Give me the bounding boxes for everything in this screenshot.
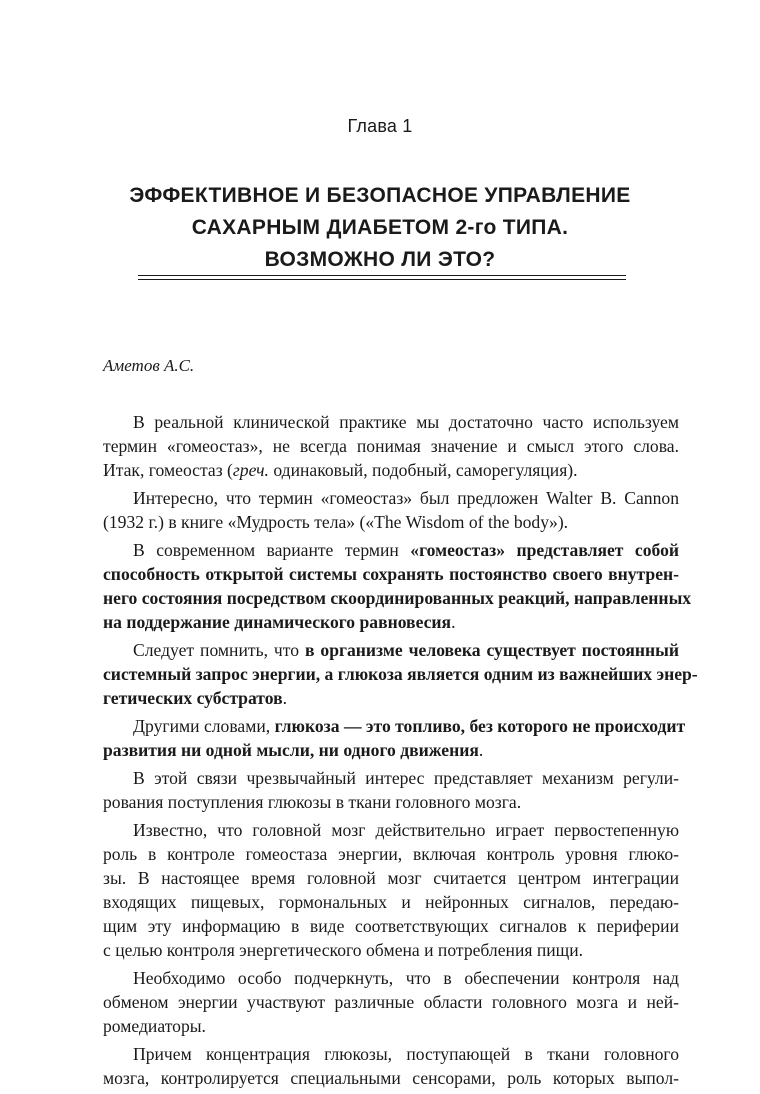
text-line: [103, 890, 679, 914]
paragraph: [103, 486, 679, 534]
text-run: В реальной клинической практике мы достаточно часто используем: [133, 412, 679, 432]
bold-text: «гомеостаз» представляет собой: [410, 540, 680, 560]
bold-text: в организме человека существует постоянный: [304, 640, 679, 660]
text-run: Интересно, что термин «гомеостаз» был предложен Walter B. Cannon: [133, 488, 679, 508]
title-line: САХАРНЫМ ДИАБЕТОМ 2-го ТИПА.: [191, 216, 569, 239]
text-line: [103, 818, 679, 842]
text-run: Итак, гомеостаз (: [103, 460, 233, 480]
text-run: с целью контроля энергетического обмена и потребления пищи.: [103, 940, 584, 960]
paragraph: [103, 766, 679, 814]
text-line: [103, 990, 679, 1014]
text-line: [103, 662, 698, 686]
text-run: Следует помнить, что: [133, 640, 305, 660]
text-run: .: [478, 740, 484, 760]
text-run: мозга, контролируется специальными сенсорами, роль которых выпол-: [103, 1068, 679, 1088]
title-divider-thick: [138, 279, 626, 280]
text-run: Другими словами,: [133, 716, 275, 736]
title-line: ВОЗМОЖНО ЛИ ЭТО?: [264, 248, 496, 271]
text-line: [103, 790, 679, 814]
text-run: Необходимо особо подчеркнуть, что в обеспечении контроля над: [133, 968, 679, 988]
text-run: (1932 г.) в книге «Мудрость тела» («The Wisdom of the body»).: [103, 512, 569, 532]
text-run: .: [451, 612, 456, 632]
text-run: зы. В настоящее время головной мозг считается центром интеграции: [103, 868, 679, 888]
text-line: [103, 686, 679, 710]
text-run: ромедиаторы.: [103, 1016, 206, 1036]
text-line: [103, 434, 679, 458]
paragraph: [103, 966, 679, 1038]
text-run: В этой связи чрезвычайный интерес представляет механизм регули-: [133, 768, 679, 788]
text-line: [103, 842, 679, 866]
text-line: [103, 410, 679, 434]
text-line: [103, 510, 679, 534]
text-line: [103, 562, 679, 586]
paragraph: [103, 818, 679, 962]
text-run: Причем концентрация глюкозы, поступающей в ткани головного: [133, 1044, 679, 1064]
text-run: входящих пищевых, гормональных и нейронных сигналов, передаю-: [103, 892, 679, 912]
bold-text: глюкоза — это топливо, без которого не происходит: [274, 716, 686, 736]
bold-text: гетических субстратов: [103, 688, 283, 708]
text-run: роль в контроле гомеостаза энергии, включая контроль уровня глюко-: [103, 844, 679, 864]
text-run: термин «гомеостаз», не всегда понимая значение и смысл этого слова.: [103, 436, 679, 456]
author-name: Аметов А.С.: [103, 356, 195, 375]
text-line: [103, 638, 679, 662]
text-line: [103, 458, 679, 482]
chapter-label: Глава 1: [347, 116, 413, 136]
text-run: одинаковый, подобный, саморегуляция).: [268, 460, 578, 480]
text-run: рования поступления глюкозы в ткани головного мозга.: [103, 792, 522, 812]
bold-text: развития ни одной мысли, ни одного движения: [103, 740, 479, 760]
text-line: [103, 866, 679, 890]
text-line: [103, 738, 679, 762]
title-line: ЭФФЕКТИВНОЕ И БЕЗОПАСНОЕ УПРАВЛЕНИЕ: [129, 184, 631, 207]
bold-text: способность открытой системы сохранять постоянство своего внутрен-: [103, 564, 679, 584]
paragraph: [103, 410, 679, 482]
text-line: [103, 1066, 679, 1090]
text-line: [103, 610, 679, 634]
text-line: [103, 714, 686, 738]
text-line: [103, 938, 679, 962]
text-run: В современном варианте термин: [133, 540, 411, 560]
chapter-title: [96, 180, 664, 276]
title-divider-thin: [138, 275, 626, 276]
bold-text: системный запрос энергии, а глюкоза является одним из важнейших энер-: [103, 664, 698, 684]
text-line: [103, 1014, 679, 1038]
paragraph: [103, 1042, 679, 1090]
paragraph: [103, 538, 692, 634]
text-run: щим эту информацию в виде соответствующих сигналов к периферии: [103, 916, 679, 936]
text-line: [103, 966, 679, 990]
text-line: [103, 914, 679, 938]
text-line: [103, 1042, 679, 1066]
bold-text: на поддержание динамического равновесия: [103, 612, 452, 632]
body-text: [103, 410, 698, 1094]
italic-text: греч.: [232, 460, 269, 480]
text-line: [103, 586, 692, 610]
text-run: обменом энергии участвуют различные области головного мозга и ней-: [103, 992, 679, 1012]
paragraph: [103, 638, 698, 710]
text-run: .: [282, 688, 287, 708]
paragraph: [103, 714, 686, 762]
bold-text: него состояния посредством скоординированных реакций, направленных: [103, 588, 692, 608]
text-line: [103, 766, 679, 790]
text-line: [103, 538, 679, 562]
text-line: [103, 486, 679, 510]
text-run: Известно, что головной мозг действительно играет первостепенную: [133, 820, 679, 840]
